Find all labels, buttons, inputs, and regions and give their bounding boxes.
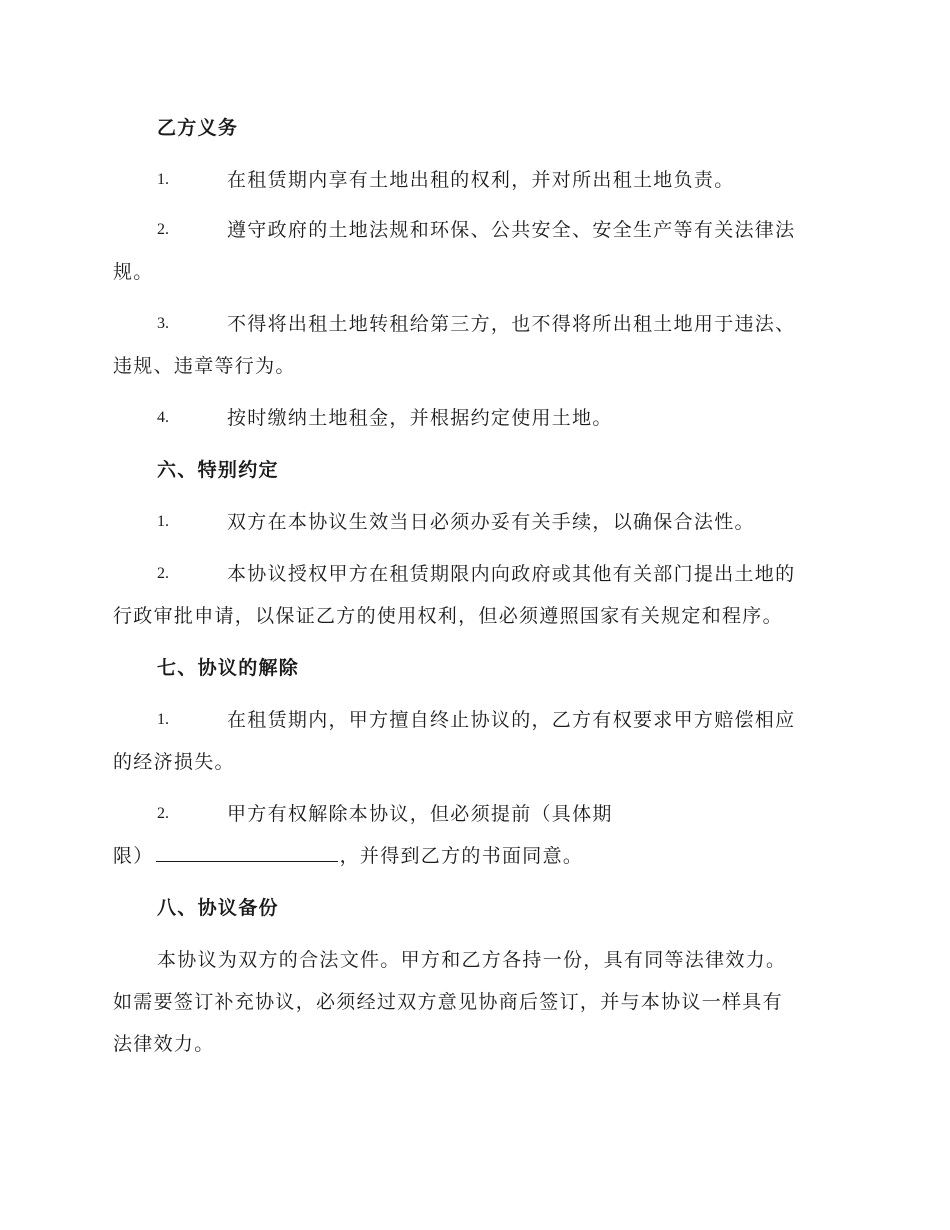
- item-number: 2.: [157, 221, 169, 238]
- item-text: 本协议授权甲方在租赁期限内向政府或其他有关部门提出土地的: [227, 563, 796, 585]
- item-number: 2.: [157, 805, 169, 822]
- item-text: 不得将出租土地转租给第三方，也不得将所出租土地用于违法、: [227, 313, 796, 335]
- item-text: 甲方有权解除本协议，但必须提前（具体期: [227, 803, 613, 825]
- item-text-continued: 违规、违章等行为。: [113, 355, 296, 377]
- item-number: 1.: [157, 171, 169, 188]
- item-text: 双方在本协议生效当日必须办妥有关手续，以确保合法性。: [227, 511, 755, 533]
- blank-suffix: ，并得到乙方的书面同意。: [339, 845, 584, 867]
- item-text-continued: 行政审批申请，以保证乙方的使用权利，但必须遵照国家有关规定和程序。: [113, 605, 783, 627]
- blank-prefix: 限）: [113, 845, 154, 867]
- item-text: 在租赁期内，甲方擅自终止协议的，乙方有权要求甲方赔偿相应: [227, 709, 796, 731]
- section-heading-special-provisions: 六、特别约定: [157, 459, 279, 481]
- item-text-continued-with-blank: [113, 838, 583, 874]
- paragraph-line: 如需要签订补充协议，必须经过双方意见协商后签订，并与本协议一样具有: [113, 991, 783, 1013]
- item-number: 3.: [157, 315, 169, 332]
- paragraph-line: 本协议为双方的合法文件。甲方和乙方各持一份，具有同等法律效力。: [157, 949, 787, 971]
- item-text-continued: 规。: [113, 261, 154, 283]
- item-text: 在租赁期内享有土地出租的权利，并对所出租土地负责。: [227, 169, 735, 191]
- fill-in-blank-line[interactable]: [156, 839, 338, 862]
- item-text: 按时缴纳土地租金，并根据约定使用土地。: [227, 407, 613, 429]
- paragraph-line: 法律效力。: [113, 1033, 215, 1055]
- section-heading-termination: 七、协议的解除: [157, 657, 300, 679]
- item-number: 1.: [157, 711, 169, 728]
- item-text: 遵守政府的土地法规和环保、公共安全、安全生产等有关法律法: [227, 219, 796, 241]
- item-number: 4.: [157, 409, 169, 426]
- section-heading-party-b-obligations: 乙方义务: [157, 117, 239, 139]
- item-number: 2.: [157, 565, 169, 582]
- item-number: 1.: [157, 513, 169, 530]
- section-heading-backup: 八、协议备份: [157, 897, 279, 919]
- item-text-continued: 的经济损失。: [113, 751, 235, 773]
